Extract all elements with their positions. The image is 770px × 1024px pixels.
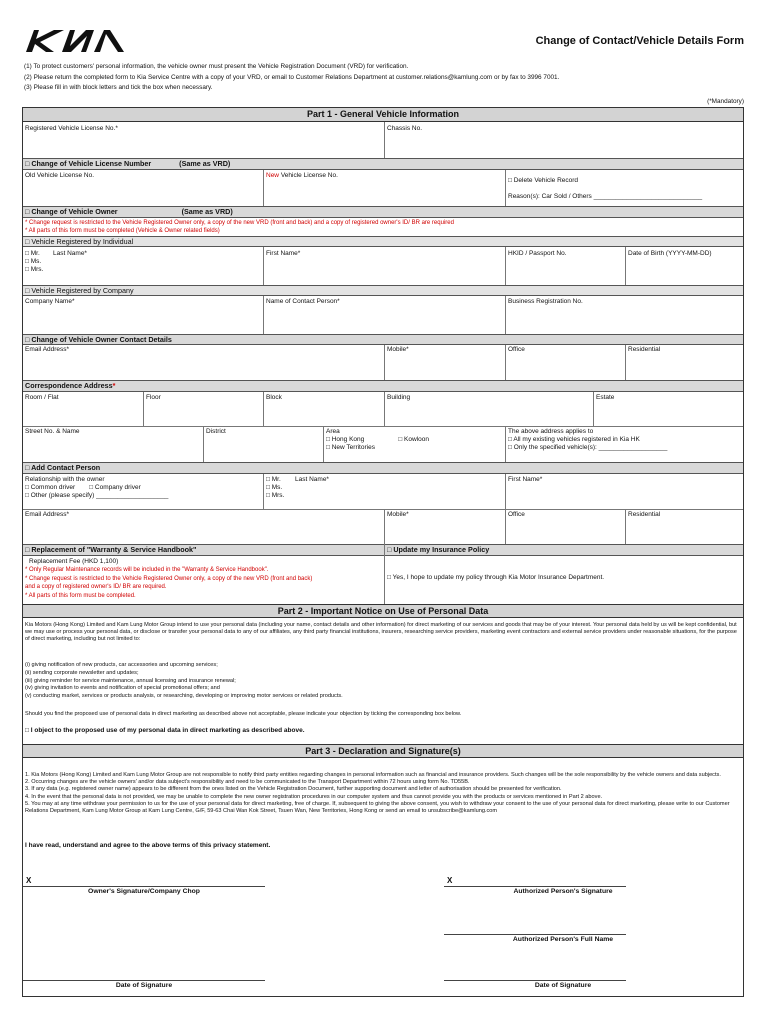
part3-clauses: [25, 772, 741, 815]
clause-2: 2. Occurring changes are the vehicle owners' and/or data subject's responsibility and need to be communicated to the Transport Department within 72 hours using form No. TD55B.: [25, 779, 470, 786]
objection-prompt: Should you find the proposed use of personal data in direct marketing as described above not acceptable, please indicate your objection by ticking the corresponding box below.: [25, 711, 462, 717]
owner-note-2: * All parts of this form must be completed (Vehicle & Owner related fields): [25, 228, 220, 234]
registered-license-label: Registered Vehicle License No.*: [25, 125, 118, 132]
owner-residential-label: Residential: [628, 346, 661, 353]
title-mr[interactable]: □ Mr.: [25, 250, 40, 257]
instruction-2: (2) Please return the completed form to Kia Service Centre with a copy of your VRD, or email to Customer Relations Department at customer.relations@kamlung.com or by fax to 3996 7001.: [24, 73, 560, 81]
same-as-vrd: (Same as VRD): [179, 159, 231, 168]
floor-label: Floor: [146, 394, 161, 401]
chassis-input[interactable]: [385, 122, 745, 158]
objection-checkbox[interactable]: □ I object to the proposed use of my personal data in direct marketing as described above.: [25, 727, 305, 734]
authorized-signature-label: Authorized Person's Signature: [513, 888, 613, 895]
authorized-name-label: Authorized Person's Full Name: [512, 936, 614, 943]
instruction-3: (3) Please fill in with block letters and tick the box when necessary.: [24, 84, 213, 91]
area-options: [326, 428, 429, 452]
by-individual-header[interactable]: □ Vehicle Registered by Individual: [23, 236, 743, 247]
br-label: Business Registration No.: [508, 298, 583, 305]
clause-5: 5. You may at any time withdraw your permission to us for the use of your personal data for direct marketing, free of charge. If, subsequent to giving the above consent, you wish to withdraw your consent to the use of your personal data for direct marketing, please write to our Customer Relations Department, Kam Lung Motor Group at Kam Lung Centre, G/F, 59-63 Chai Wan Kok Street, Tsuen Wan, New Territories, Hong Kong or send an email to unsubscribe@kamlung.com: [25, 800, 730, 815]
individual-last-name: Last Name*: [53, 250, 87, 257]
change-license-header: [23, 158, 743, 170]
warranty-notes: [25, 566, 312, 600]
title-mrs[interactable]: □ Mrs.: [25, 266, 44, 273]
insurance-yes-checkbox[interactable]: □ Yes, I hope to update my policy through Kia Motor Insurance Department.: [387, 574, 605, 581]
chassis-label: Chassis No.: [387, 125, 423, 132]
owner-email-label: Email Address*: [25, 346, 70, 353]
part3-title: Part 3 - Declaration and Signature(s): [23, 744, 743, 758]
correspondence-header: [23, 380, 743, 392]
owner-x-mark: X: [26, 876, 32, 885]
part2-item-2: (ii) sending corporate newsletter and updates;: [25, 669, 139, 676]
address-applies: [508, 428, 667, 452]
contact-title-mrs[interactable]: □ Mrs.: [266, 492, 285, 499]
owner-contact-header[interactable]: □ Change of Vehicle Owner Contact Details: [23, 334, 743, 345]
authorized-x-mark: X: [447, 876, 453, 885]
correspondence-title: Correspondence Address: [25, 381, 113, 390]
mandatory-note: (*Mandatory): [707, 98, 744, 105]
clause-1: 1. Kia Motors (Hong Kong) Limited and Kam Lung Motor Group are not responsible to notify third party entities regarding changes in personal information such as financial and insurance providers. Such changes will be the sole responsibility by the vehicle owners and data subjects.: [25, 772, 721, 778]
individual-first-name: First Name*: [266, 250, 301, 257]
agree-statement: I have read, understand and agree to the above terms of this privacy statement.: [25, 842, 271, 849]
warranty-checkbox[interactable]: □ Replacement of "Warranty & Service Handbook": [25, 545, 197, 554]
owner-date-line[interactable]: [23, 980, 265, 981]
owner-office-label: Office: [508, 346, 525, 353]
authorized-date-label: Date of Signature: [534, 982, 592, 989]
room-label: Room / Flat: [25, 394, 59, 401]
license-input[interactable]: [23, 122, 384, 158]
change-owner-header: [23, 206, 743, 218]
part2-item-4: (iv) giving invitation to events and notification of special promotional offers; and: [25, 685, 220, 692]
old-license-label: Old Vehicle License No.: [25, 172, 95, 179]
contact-residential-label: Residential: [628, 511, 661, 518]
owner-same-as-vrd: (Same as VRD): [181, 207, 233, 216]
building-label: Building: [387, 394, 411, 401]
area-hong-kong[interactable]: □ Hong Kong: [326, 436, 365, 443]
contact-mobile-label: Mobile*: [387, 511, 409, 518]
clause-3: 3. If any data (e.g. registered owner name) appears to be different from the ones listed on the Vehicle Registration Document, further supporting document and letter of authorisation should be presented for verification.: [25, 786, 562, 793]
insurance-checkbox[interactable]: □ Update my Insurance Policy: [387, 545, 490, 554]
part2-title: Part 2 - Important Notice on Use of Personal Data: [23, 604, 743, 618]
owner-signature-label: Owner's Signature/Company Chop: [88, 888, 200, 895]
part2-item-3: (iii) giving reminder for service maintenance, annual licensing and insurance renewal;: [25, 677, 236, 684]
new-license-text: Vehicle License No.: [279, 172, 338, 179]
part2-item-5: (v) conducting market, services or products analysis, or researching, developing or improving motor services or related products.: [25, 693, 343, 700]
common-driver-checkbox[interactable]: □ Common driver: [25, 484, 76, 491]
owner-note-1: * Change request is restricted to the Vehicle Registered Owner only, a copy of the new VRD (front and back) and a copy of registered owner's ID/ BR are required: [25, 220, 454, 226]
instructions: [24, 62, 559, 94]
authorized-signature-line[interactable]: [444, 886, 626, 887]
contact-person-label: Name of Contact Person*: [266, 298, 340, 305]
specified-vehicles-checkbox[interactable]: □ Only the specified vehicle(s): ___________________: [508, 444, 668, 451]
owner-signature-line[interactable]: [23, 886, 265, 887]
owner-date-label: Date of Signature: [115, 982, 173, 989]
part2-list: [25, 662, 741, 701]
authorized-date-line[interactable]: [444, 980, 626, 981]
contact-office-label: Office: [508, 511, 525, 518]
area-label: Area: [326, 428, 340, 435]
part1-title: Part 1 - General Vehicle Information: [23, 108, 743, 122]
individual-title-options: [25, 250, 43, 274]
new-word: New: [266, 172, 280, 179]
applies-to-label: The above address applies to: [508, 428, 594, 435]
correspondence-star: *: [112, 381, 116, 390]
district-label: District: [206, 428, 226, 435]
company-driver-checkbox[interactable]: □ Company driver: [89, 484, 141, 491]
new-license-label: [266, 172, 338, 180]
kia-logo: [24, 28, 128, 54]
by-company-header[interactable]: □ Vehicle Registered by Company: [23, 285, 743, 296]
dob-label: Date of Birth (YYYY-MM-DD): [628, 250, 712, 257]
warranty-note-1: * Only Regular Maintenance records will be included in the "Warranty & Service Handbook".: [25, 567, 269, 573]
contact-first-name: First Name*: [508, 476, 543, 483]
area-new-territories[interactable]: □ New Territories: [326, 444, 375, 451]
area-kowloon[interactable]: □ Kowloon: [398, 436, 429, 443]
part2-item-1: (i) giving notification of new products, car accessories and upcoming services;: [25, 662, 218, 668]
form-title: Change of Contact/Vehicle Details Form: [535, 35, 744, 47]
contact-title-ms[interactable]: □ Ms.: [266, 484, 283, 491]
title-ms[interactable]: □ Ms.: [25, 258, 42, 265]
company-name-label: Company Name*: [25, 298, 75, 305]
change-license-checkbox[interactable]: □ Change of Vehicle License Number: [25, 159, 152, 168]
change-owner-checkbox[interactable]: □ Change of Vehicle Owner: [25, 207, 118, 216]
warranty-insurance-header: [23, 544, 743, 556]
reason-field[interactable]: Reason(s): Car Sold / Others ______________________________: [508, 193, 703, 200]
relationship-options: [25, 476, 168, 500]
add-contact-header[interactable]: □ Add Contact Person: [23, 462, 743, 474]
all-vehicles-checkbox[interactable]: □ All my existing vehicles registered in Kia HK: [508, 436, 640, 443]
warranty-note-3: and a copy of registered owner's ID/ BR are required.: [25, 584, 167, 590]
hkid-label: HKID / Passport No.: [508, 250, 567, 257]
contact-title-mr[interactable]: □ Mr.: [266, 476, 281, 483]
street-label: Street No. & Name: [25, 428, 80, 435]
block-label: Block: [266, 394, 282, 401]
form-body: [22, 107, 744, 997]
replacement-fee: Replacement Fee (HKD 1,100): [29, 558, 119, 565]
warranty-note-2: * Change request is restricted to the Vehicle Registered Owner only, a copy of the new VRD (front and back): [25, 575, 313, 582]
instruction-1: (1) To protect customers' personal information, the vehicle owner must present the Vehicle Registration Document (VRD) for verification.: [24, 63, 409, 70]
contact-title-options: [266, 476, 284, 500]
delete-record-checkbox[interactable]: □ Delete Vehicle Record: [508, 177, 579, 184]
relationship-label: Relationship with the owner: [25, 476, 105, 483]
authorized-name-line[interactable]: [444, 934, 626, 935]
clause-4: 4. In the event that the personal data is not provided, we may be unable to complete the new owner registration procedures in our computer system and thus cannot provide you with the products or services mentioned in Part 2 above.: [25, 793, 603, 800]
estate-label: Estate: [596, 394, 615, 401]
other-relationship-field[interactable]: □ Other (please specify) ____________________: [25, 492, 169, 499]
warranty-note-4: * All parts of this form must be completed.: [25, 592, 136, 599]
contact-last-name: Last Name*: [295, 476, 329, 483]
owner-mobile-label: Mobile*: [387, 346, 409, 353]
contact-email-label: Email Address*: [25, 511, 70, 518]
part2-intro: Kia Motors (Hong Kong) Limited and Kam Lung Motor Group intend to use your personal data (including your name, contact details and other information) for direct marketing of our services and goods that may be of your interest. Your personal data held by us will be kept confidential, but we may use or process your personal data, or disclose or transfer your personal data to any of our affiliates, any third party financial institutions, insurers, researching service providers, marketing event contractors and external service providers under reasonable situations, for the purpose of direct marketing, including but not limited to:: [25, 622, 737, 642]
